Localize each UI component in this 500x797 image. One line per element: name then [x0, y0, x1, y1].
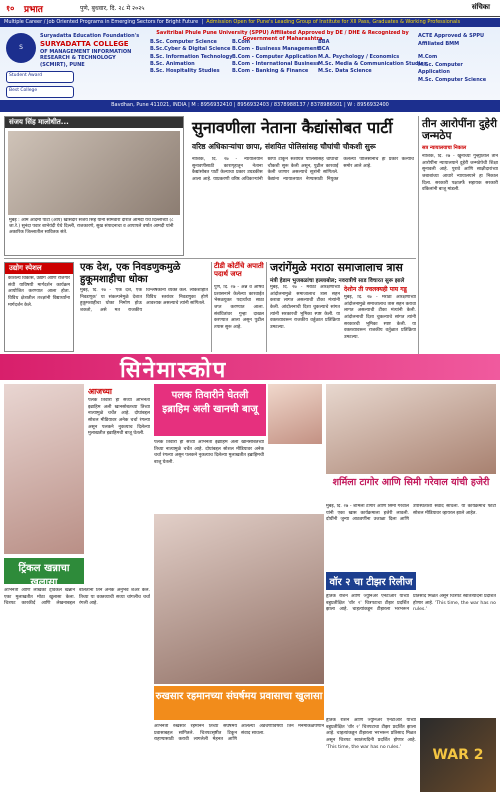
item3-headline: ट्रिंकल खन्नाचा खुलासा	[4, 558, 84, 584]
naac-text: ACTE Approved & SPPU Affiliated BMM	[418, 33, 485, 47]
column-divider	[211, 262, 212, 352]
course: B.Com - Business Management	[232, 46, 320, 53]
course: M.Sc. Data Science	[318, 68, 372, 74]
course: B.Sc. Hospitality Studies	[150, 68, 220, 74]
course: M.Com	[418, 54, 438, 60]
story3-body: पुणे, दि. २७ - अन्न व औषध प्रशासनाने केलेल्या कारवाईत भेसळयुक्त पदार्थांचा साठा जप्त करण्यात आला. संबंधितांवर गुन्हा दाखल करण्यात आला असून पुढील तपास सुरू आहे.	[214, 285, 264, 330]
college-address: Bavdhan, Pune 411021, INDIA | M : 8956932410 | 8956932403 / 8378988137 / 8378986501 | W : 8956932400	[0, 100, 500, 110]
course: B.Sc. Information Technology	[150, 53, 233, 60]
course: B.Sc. Animation	[150, 60, 195, 67]
page-header	[0, 0, 500, 17]
course: BCA	[318, 46, 330, 53]
ad-strip-right: Admission Open for Pune's Leading Group of Institute for XII Pass, Graduates & Working Professionals	[206, 19, 461, 25]
college-advertisement	[0, 27, 500, 112]
item2-body: मुंबई, दि. २७ - शर्मिला टागोर आणि सिमी गरेवाल यांनी एका खास कार्यक्रमाला हजेरी लावली. दोघींनी जुन्या आठवणींना उजाळा दिला आणि उपस्थितांशी संवाद साधला. या कार्यक्रमाचे फोटो सोशल मीडियावर व्हायरल झाले आहेत.	[326, 504, 496, 523]
item1-body: पलक तिवारी ही सध्या अभिनेता इब्राहिम अली खानसोबतच्या तिच्या नात्यामुळे चर्चेत आहे. दोघांबद्दल सोशल मीडियावर अनेक चर्चा रंगल्या असून पलकने नुकत्याच दिलेल्या मुलाखतीत इब्राहिमची बाजू घेतली.	[88, 398, 150, 437]
naac-box	[418, 33, 496, 84]
item2-headline: शर्मिला टागोर आणि सिमी गरेवाल यांची हजेरी	[332, 477, 490, 488]
course-list-1	[150, 39, 232, 75]
war2-poster: WAR 2	[420, 718, 496, 792]
masthead-brand: प्रभात	[24, 5, 43, 15]
actress-photo-4	[154, 514, 324, 684]
college-logo: S	[6, 33, 36, 63]
main-headline: सुनावणीला नेताना कैद्यांसोबत पार्टी	[192, 118, 393, 137]
item3-body: अभिनेत्री आणि लेखिका ट्विंकल खन्नाने एका मुलाखतीत मोठा खुलासा केला. चित्रपट कारकीर्द आणि लेखनाबद्दल बोलताना तिने अनेक अनुभव शेअर केले. तिच्या या वक्तव्याची सध्या चांगलीच चर्चा रंगली आहे.	[4, 588, 150, 607]
course: BBA	[318, 39, 330, 45]
main-body: नाशिक, दि. २७ - न्यायालयीन सुनावणीसाठी कारागृहातून नेताना कैद्यांसोबत पार्टी केल्याचा प्रकार उघडकीस आला आहे. याप्रकरणी वरिष्ठ अधिकाऱ्यांनी छापा टाकून संशयित पोलिसांसह चौघांची चौकशी सुरू केली असून, पुढील कारवाई केली जाणार असल्याचे सूत्रांनी सांगितले. कैद्यांना न्यायालयात नेण्यासाठी नियुक्त केलेल्या पोलिसांनीच हा प्रकार केल्याचे समोर आले आहे.	[192, 157, 414, 182]
photo-story-box	[4, 116, 184, 256]
cinema-kicker: आजच्या	[88, 387, 112, 396]
org-kicker: Suryadatta Education Foundation's	[40, 33, 140, 39]
ad-strip-left: Multiple Career / Job Oriented Programs in Emerging Sectors for Bright Future	[4, 19, 199, 25]
column-divider	[418, 116, 419, 354]
story4-body: मुंबई, दि. २७ - मराठा आरक्षणाच्या आंदोलनामुळे समाजालाच त्रास सहन करावा लागत असल्याची टीका मंत्र्यांनी केली. आंदोलनाची दिशा चुकल्याचे सांगत त्यांनी सरकारची भूमिका स्पष्ट केली. या वक्तव्यावरून राजकीय वर्तुळात प्रतिक्रिया उमटल्या.	[270, 285, 340, 330]
right-body: नाशिक, दि. २७ - खुनाच्या गुन्ह्यातील तीन आरोपींना न्यायालयाने दुहेरी जन्मठेपेची शिक्षा सुनावली आहे. पुरावे आणि साक्षीदारांच्या जबाबांच्या आधारे न्यायालयाने हा निकाल दिला. सरकारी पक्षातर्फे सहायक सरकारी वकिलांनी बाजू मांडली.	[422, 154, 498, 193]
photo-caption: मुंबई : आम आदमी पार्टी (आप) खासदार संजय सिंह यांनी सोमवारी दौरात आमदी येथे दिल्लीच्या (८ जा.रे.) सुनंदा पवार बाभेयंदी येथे दिल्ली, राजकारणे, सुख संपादनाचा व आपापले वर्षात आमदी यांनी अकारिक जिल्लातील सावितक संते.	[9, 218, 174, 236]
column-divider	[266, 262, 267, 352]
main-subhead: वरिष्ठ अधिकाऱ्यांचा छापा, संशयित पोलिसांसह चौघांची चौकशी सुरू	[192, 142, 376, 151]
item5-body: हृतिक रोशन आणि ज्युनिअर एनटीआर यांच्या बहुप्रतीक्षित 'वॉर २' चित्रपटाचा टीझर प्रदर्शित झाला आहे. चाहत्यांकडून टीझरला भरभरून प्रतिसाद मिळत असून चित्रपट स्वातंत्र्यदिनी प्रदर्शित होणार आहे. 'This time, the war has no rules.'	[326, 594, 496, 613]
brief-title: उद्योग स्पेशल	[5, 263, 73, 274]
actress-photo-2	[268, 384, 322, 444]
brief-body: कौशल्य विकास, उद्योग आणि रोजगार संधी याविषयी मार्गदर्शन कार्यक्रम आयोजित करण्यात आला होता. विविध क्षेत्रातील तज्ज्ञांनी विद्यार्थ्यांना मार्गदर्शन केले.	[8, 276, 70, 308]
course-list-2	[232, 39, 319, 75]
right-headline: तीन आरोपींना दुहेरी जन्मठेप	[422, 118, 497, 143]
story3-headline: टीडी कोर्टीचे अपाती पदार्थ जप्त	[214, 262, 264, 279]
photo-story-title: संजय सिंह मालोधीत...	[5, 117, 183, 128]
date-line: पुणे, बुधवार, दि. २८ मे २०२५	[80, 5, 145, 12]
course: B.Sc.Cyber & Digital Science	[150, 46, 231, 53]
item5-headline: वॉर २ चा टीझर रिलीज	[326, 572, 416, 590]
item5-body-2: हृतिक रोशन आणि ज्युनिअर एनटीआर यांच्या बहुप्रतीक्षित 'वॉर २' चित्रपटाचा टीझर प्रदर्शित झाला आहे. चाहत्यांकडून टीझरला भरभरून प्रतिसाद मिळत असून चित्रपट स्वातंत्र्यदिनी प्रदर्शित होणार आहे. 'This time, the war has no rules.'	[326, 718, 416, 750]
right-kicker: सत्र न्यायालयाचा निकाल	[422, 145, 467, 151]
cinemascope-section	[0, 354, 500, 797]
story4-headline: जरांगेंमुळे मराठा समाजालाच त्रास	[270, 261, 403, 274]
course-list-3	[318, 39, 427, 75]
college-org	[40, 33, 145, 68]
course: B.Com - International Business	[232, 60, 320, 67]
item1-body-2: पलक तिवारी ही सध्या अभिनेता इब्राहिम अली खानसोबतच्या तिच्या नात्यामुळे चर्चेत आहे. दोघांबद्दल सोशल मीडियावर अनेक चर्चा रंगल्या असून पलकने नुकत्याच दिलेल्या मुलाखतीत इब्राहिमची बाजू घेतली.	[154, 440, 264, 465]
affiliation-text: Savitribai Phule Pune University (SPPU) Affiliated Approved by DE / DHE & Recognized by Government of Maharashtra	[156, 30, 409, 42]
actress-photo-1	[4, 384, 84, 554]
group-photo	[8, 131, 180, 215]
story4-subhead: मंत्री हेडाम भुजबळांचा हल्लाबोल; नवरात्रीचे साड विचारत सुरू झाले	[270, 278, 405, 284]
story4-kicker: देशोन ती ज्वलक्यही पाय गडू	[344, 286, 407, 293]
brief-box	[4, 262, 74, 352]
page-number: १०	[6, 4, 15, 13]
course: B.Com - Banking & Finance	[232, 68, 309, 74]
cinemascope-title: सिनेमास्कोप	[120, 358, 228, 383]
story2-body: मुंबई, दि. २७ - 'एक देश, एक निवडणूक' या संकल्पनेमुळे देशात हुकूमशाहीचा धोका निर्माण होऊ शकतो, असे मत राजकीय विश्लेषकांनी व्यक्त केले. लोकशाहीत विविध स्तरांवर निवडणुका होणे आवश्यक असल्याचे त्यांनी सांगितले.	[80, 288, 208, 313]
ad-strip: Multiple Career / Job Oriented Programs in Emerging Sectors for Bright Future | Admission Open for Pune's Leading Group of Institute for XII Pass, Graduates & Working Professionals	[0, 18, 500, 27]
item4-headline: रुखसार रहमानच्या संघर्षमय प्रवासाचा खुलासा	[154, 686, 324, 720]
org-desc: OF MANAGEMENT INFORMATION RESEARCH & TECHNOLOGY (SCMIRT), PUNE	[40, 48, 132, 68]
row-divider	[4, 258, 416, 259]
actress-photo-3	[326, 384, 496, 474]
item4-body: अभिनेत्री रुखसार रहमानने तिच्या संघर्षमय प्रवासाबद्दल सांगितले. चित्रपटसृष्टीत टिकून राहण्यासाठी करावी लागलेली मेहनत आणि आलेल्या अडचणींविषयी तिने मनमोकळेपणाने संवाद साधला.	[154, 724, 324, 743]
award-chip-2: Best College	[6, 86, 74, 98]
story2-headline: एक देश, एक निवडणुकमुळे हुकूमशाहीचा धोका	[80, 262, 181, 285]
course: B.Sc. Computer Science	[150, 39, 217, 45]
story4-body-2: मुंबई, दि. २७ - मराठा आरक्षणाच्या आंदोलनामुळे समाजालाच त्रास सहन करावा लागत असल्याची टीका मंत्र्यांनी केली. आंदोलनाची दिशा चुकल्याचे सांगत त्यांनी सरकारची भूमिका स्पष्ट केली. या वक्तव्यावरून राजकीय वर्तुळात प्रतिक्रिया उमटल्या.	[344, 295, 416, 340]
course: M.Sc. Computer Application	[418, 61, 463, 75]
course: M.Sc. Computer Science	[418, 76, 487, 83]
org-name: SURYADATTA COLLEGE	[40, 39, 129, 48]
course: M.Sc. Media & Communication Studies	[318, 60, 427, 67]
award-chip-1: Student Award	[6, 71, 74, 83]
course: B.Com	[232, 39, 251, 45]
section-label: संचिका	[471, 3, 490, 11]
course: B.Com - Computer Application	[232, 53, 317, 60]
cinemascope-band	[0, 354, 500, 383]
item1-headline: पलक तिवारीने घेतली इब्राहिम अली खानची बाजू	[154, 384, 266, 436]
course: M.A. Psychology / Economics	[318, 53, 400, 60]
